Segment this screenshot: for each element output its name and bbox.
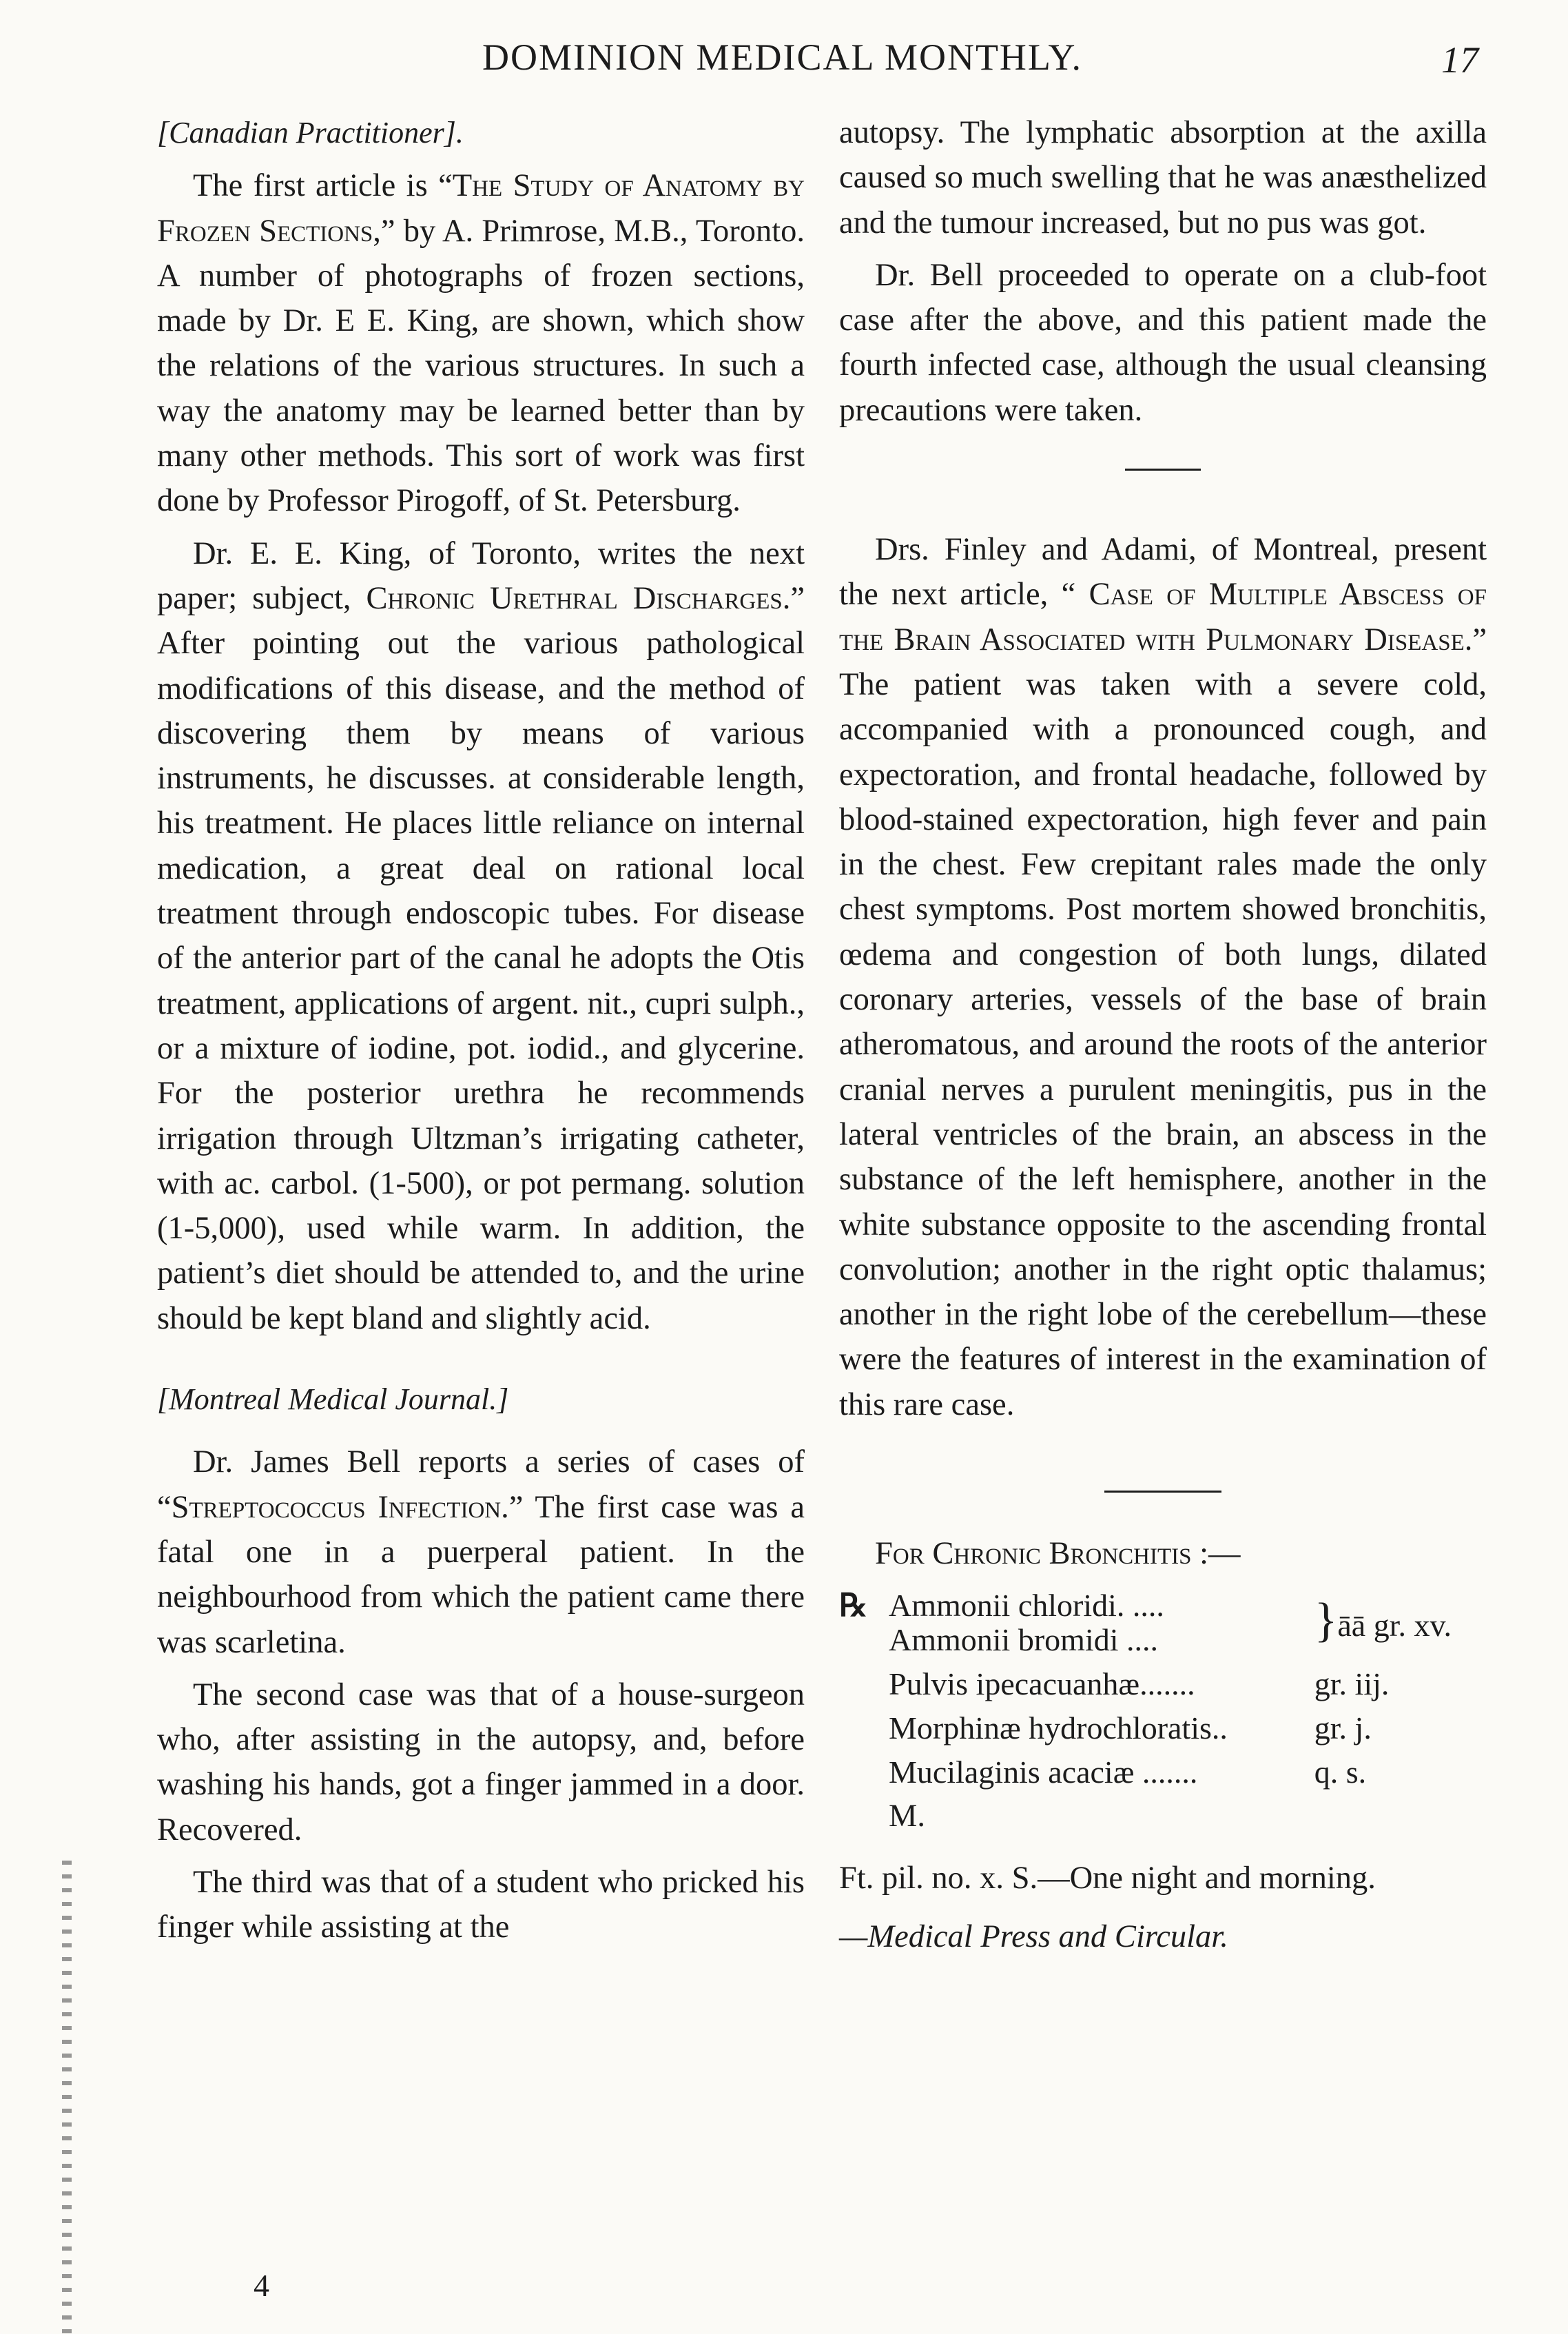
signature-mark: 4 — [254, 2268, 269, 2303]
page-header — [0, 36, 1568, 84]
paragraph-text: ” After pointing out the various pathological modifications of this disease, and the method of discovering them by means of various instruments, he discusses. at considerable length, his treatment. He places little reliance on internal medication, a great deal on rational local treatment through endoscopic tubes. For disease of the anterior part of the canal he adopts the Otis treatment, applications of argent. nit., cupri sulph., or a mixture of iodine, pot. iodid., and glycerine. For the posterior urethra he recommends irrigation through Ultzman’s irrigating catheter, with ac. carbol. (1-500), or pot permang. solution (1-5,000), used while warm. In addition, the patient’s diet should be attended to, and the urine should be kept bland and slightly acid. — [157, 580, 805, 1336]
prescription-title: For Chronic Bronchitis :— — [875, 1536, 1241, 1572]
paragraph-second-case: The second case was that of a house-surgeon who, after assisting in the autopsy, and, before washing his hands, got a finger jammed in a door. Recovered. — [157, 1677, 805, 1847]
article-title: Streptococcus Infection. — [171, 1489, 509, 1525]
right-column — [839, 110, 1487, 1959]
paragraph-autopsy: autopsy. The lymphatic absorption at the axilla caused so much swelling that he was anæsthelized and the tumour increased, but no pus was got. — [839, 115, 1487, 240]
combined-dose: āā gr. xv. — [1337, 1607, 1452, 1643]
article-title: Case of Multiple Abscess of the Brain Associated with Pulmonary Disease. — [839, 577, 1487, 657]
paragraph-urethral-discharges — [157, 531, 805, 1341]
left-column — [157, 110, 805, 1950]
paragraph-streptococcus — [157, 1440, 805, 1664]
paragraph-text: Dr. E. E. King, of Toronto, writes the next paper; subject, — [157, 535, 805, 616]
paragraph-frozen-sections — [157, 163, 805, 523]
ingredient-dose: gr. j. — [1314, 1710, 1372, 1746]
prescription-directions: Ft. pil. no. x. S.—One night and morning. — [839, 1860, 1376, 1896]
running-title: DOMINION MEDICAL MONTHLY. — [482, 37, 1083, 78]
paragraph-text: ” The first case was a fatal one in a puerperal patient. In the neighbourhood from which the patient came there was scarletina. — [157, 1489, 805, 1660]
paragraph-text: Drs. Finley and Adami, of Montreal, present the next article, “ — [839, 532, 1487, 613]
prescription-table — [839, 1588, 1487, 1790]
ingredient-name: Pulvis ipecacuanhæ....... — [889, 1666, 1195, 1702]
brace-glyph: } — [1314, 1593, 1338, 1647]
paragraph-text: ” The patient was taken with a severe cold, accompanied with a pronounced cough, and expectoration, and frontal headache, followed by blood-stained expectoration, high fever and pain in the chest. Few crepitant rales made the only chest symptoms. Post mortem showed bronchitis, œdema and congestion of both lungs, dilated coronary arteries, vessels of the base of brain atheromatous, and around the roots of the anterior cranial nerves a purulent meningitis, pus in the lateral ventricles of the brain, an abscess in the substance of the left hemisphere, another in the white substance opposite to the ascending frontal convolution; another in the right optic thalamus; another in the right lobe of the cerebellum—these were the features of interest in the examination of this rare case. — [839, 622, 1487, 1422]
ingredient-name: Morphinæ hydrochloratis.. — [889, 1710, 1228, 1746]
paragraph-third-case: The third was that of a student who pricked his finger while assisting at the — [157, 1864, 805, 1945]
ingredient-name: Ammonii bromidi .... — [889, 1622, 1158, 1658]
paragraph-text: The first article is “ — [193, 168, 453, 204]
paragraph-club-foot: Dr. Bell proceeded to operate on a club-foot case after the above, and this patient made the fourth infected case, although the usual cleansing precautions were taken. — [839, 257, 1487, 428]
section-divider — [1125, 469, 1201, 471]
ingredient-dose: gr. iij. — [1314, 1666, 1390, 1702]
paragraph-text: ” by A. Primrose, M.B., Toronto. A number of photographs of frozen sections, made by Dr. E E. King, are shown, which show the relations of the various structures. In such a way the anatomy may be learned better than by many other methods. This sort of work was first done by Professor Pirogoff, of St. Petersburg. — [157, 213, 805, 519]
page-number: 17 — [1441, 39, 1478, 81]
source-citation: [Canadian Practitioner]. — [157, 116, 464, 150]
paragraph-text: Dr. James Bell reports a series of cases of “ — [157, 1444, 805, 1525]
prescription-mix: M. — [889, 1799, 925, 1834]
paragraph-brain-abscess — [839, 527, 1487, 1427]
ingredient-dose — [1314, 1588, 1487, 1657]
prescription-attribution: —Medical Press and Circular. — [839, 1918, 1228, 1954]
recipe-symbol: ℞ — [839, 1588, 868, 1624]
ingredient-dose: q. s. — [1314, 1754, 1367, 1790]
ingredient-name: Mucilaginis acaciæ ....... — [889, 1754, 1198, 1790]
section-divider — [1104, 1491, 1221, 1493]
source-citation: [Montreal Medical Journal.] — [157, 1382, 509, 1417]
ingredient-name: Ammonii chloridi. .... — [889, 1588, 1164, 1624]
binding-margin-marks — [62, 1861, 72, 2334]
article-title: The Study of Anatomy by Frozen Sections, — [157, 168, 805, 249]
article-title: Chronic Urethral Discharges. — [366, 580, 791, 616]
